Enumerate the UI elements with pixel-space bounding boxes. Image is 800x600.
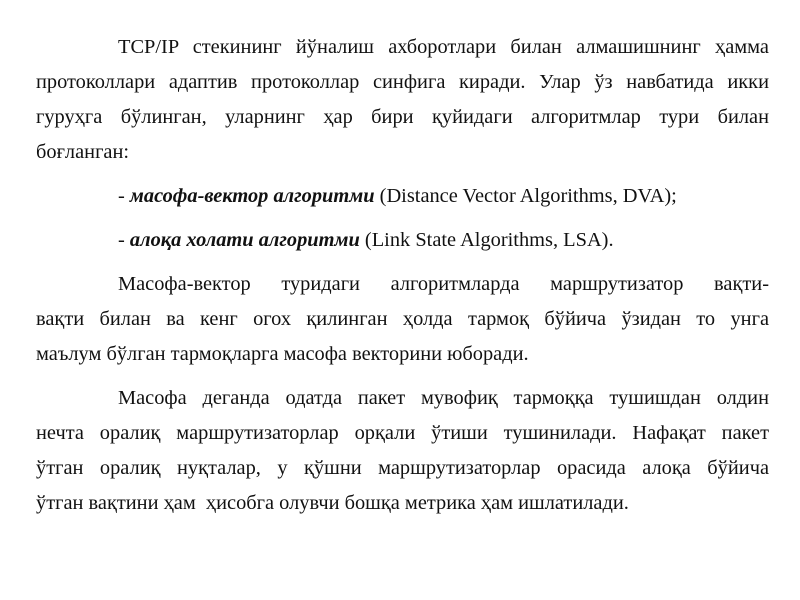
list-dash: - [118,185,125,207]
list-term: алоқа холати алгоритми [129,229,360,251]
paragraph-line: маълум бўлган тармоқларга масофа векторини юборади. [36,343,529,365]
paragraph-distance-vector [36,267,769,372]
list-dash: - [118,229,125,251]
list-item-dva [36,179,769,214]
paragraph-intro [36,30,769,170]
paragraph-distance-definition [36,381,769,521]
document-page [36,30,769,530]
list-term: масофа-вектор алгоритми [129,185,375,207]
paragraph-line: ўтган оралиқ нуқталар, у қўшни маршрутизаторлар орасида алоқа бўйича [36,457,769,479]
paragraph-line: протоколлари адаптив протоколлар синфига киради. Улар ўз навбатида икки [36,71,769,93]
paragraph-line: TCP/IP стекининг йўналиш ахборотлари билан алмашишнинг ҳамма [118,36,769,58]
list-description: (Link State Algorithms, LSA). [364,229,614,251]
paragraph-line: ўтган вақтини ҳам ҳисобга олувчи бошқа метрика ҳам ишлатилади. [36,492,629,514]
list-description: (Distance Vector Algorithms, DVA); [379,185,677,207]
paragraph-line: вақти билан ва кенг огох қилинган ҳолда тармоқ бўйича ўзидан то унга [36,308,769,330]
paragraph-line: боғланган: [36,141,130,163]
paragraph-line: Масофа деганда одатда пакет мувофиқ тармоққа тушишдан олдин [118,387,769,409]
list-item-lsa [36,223,769,258]
paragraph-line: Масофа-вектор туридаги алгоритмларда маршрутизатор вақти- [118,273,769,295]
paragraph-line: нечта оралиқ маршрутизаторлар орқали ўтиши тушинилади. Нафақат пакет [36,422,769,444]
paragraph-line: гуруҳга бўлинган, уларнинг ҳар бири қуйидаги алгоритмлар тури билан [36,106,769,128]
